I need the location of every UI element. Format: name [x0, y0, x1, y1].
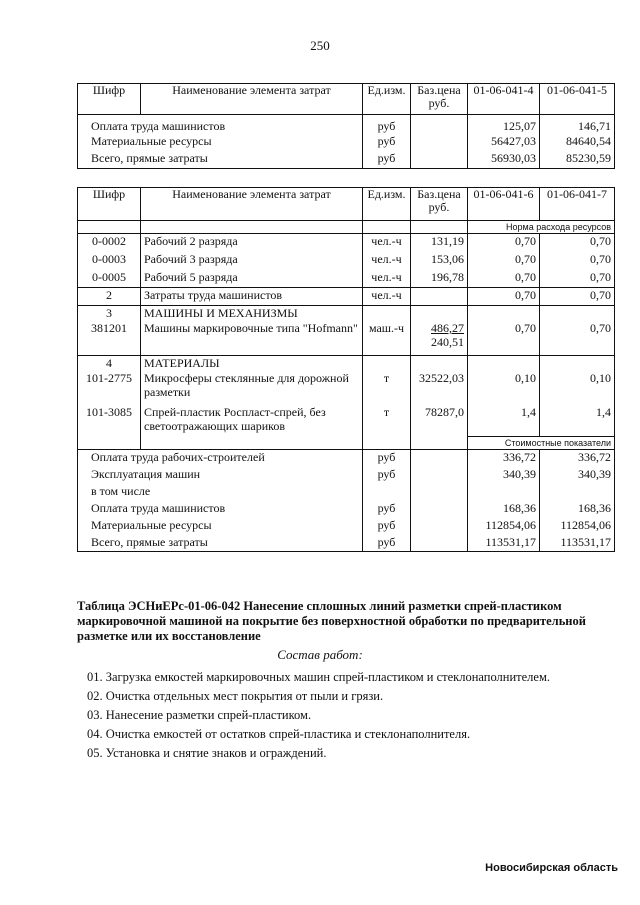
row-value-b: 113531,17 [540, 535, 615, 552]
row-value-b: 85230,59 [540, 151, 615, 168]
row-value-a: 168,36 [468, 501, 540, 518]
table-header [78, 84, 615, 115]
row-unit: чел.-ч [363, 288, 411, 306]
table-row [78, 270, 615, 288]
section-code: 4 [78, 355, 141, 371]
row-unit: руб [363, 501, 411, 518]
row-value-b: 0,70 [540, 288, 615, 306]
row-name: Всего, прямые затраты [78, 151, 363, 168]
list-item: 05. Установка и снятие знаков и ограждений. [87, 746, 327, 760]
section-title: МАТЕРИАЛЫ [141, 355, 363, 371]
row-value-a: 1,4 [468, 405, 540, 437]
row-name: Спрей-пластик Роспласт-спрей, без светоотражающих шариков [141, 405, 363, 437]
section-row [78, 288, 615, 306]
row-value-b: 146,71 [540, 115, 615, 135]
row-name: Рабочий 2 разряда [141, 234, 363, 252]
table-row [78, 501, 615, 518]
row-name: Микросферы стеклянные для дорожной разметки [141, 371, 363, 405]
table-row [78, 234, 615, 252]
row-value-a: 0,70 [468, 234, 540, 252]
row-unit: руб [363, 450, 411, 467]
row-value-b: 0,10 [540, 371, 615, 405]
resource-table-1 [77, 83, 615, 169]
list-item: 02. Очистка отдельных мест покрытия от пыли и грязи. [87, 689, 384, 703]
row-value-b: 84640,54 [540, 134, 615, 151]
row-value-b: 1,4 [540, 405, 615, 437]
row-unit: чел.-ч [363, 234, 411, 252]
row-value-a: 56930,03 [468, 151, 540, 168]
table-row [78, 134, 615, 151]
row-value-a: 0,70 [468, 321, 540, 355]
header-code: Шифр [78, 188, 141, 221]
row-name: Оплата труда машинистов [78, 115, 363, 135]
row-value-a: 0,70 [468, 270, 540, 288]
row-unit: чел.-ч [363, 270, 411, 288]
header-col-b: 01-06-041-5 [540, 84, 615, 115]
norm-label: Норма расхода ресурсов [468, 221, 615, 234]
row-value-b: 168,36 [540, 501, 615, 518]
row-unit: чел.-ч [363, 252, 411, 270]
table-row [78, 405, 615, 437]
section-name: Затраты труда машинистов [141, 288, 363, 306]
page-number: 250 [310, 38, 330, 53]
row-value-b: 0,70 [540, 270, 615, 288]
row-unit: руб [363, 467, 411, 484]
row-value-b: 0,70 [540, 234, 615, 252]
table-row [78, 252, 615, 270]
row-name: Эксплуатация машин [78, 467, 363, 484]
row-value-a: 0,70 [468, 252, 540, 270]
header-base-price: Баз.цена руб. [411, 84, 468, 115]
list-item: 04. Очистка емкостей от остатков спрей-пластика и стеклонаполнителя. [87, 727, 471, 741]
table-row [78, 535, 615, 552]
row-price: 196,78 [411, 270, 468, 288]
composition-title: Состав работ: [277, 647, 363, 662]
row-value-a: 0,10 [468, 371, 540, 405]
row-price: 131,19 [411, 234, 468, 252]
price-top: 486,27 [431, 321, 464, 335]
table-row [78, 371, 615, 405]
row-value-b: 0,70 [540, 321, 615, 355]
table-row [78, 467, 615, 484]
row-code: 101-2775 [78, 371, 141, 405]
price-bottom: 240,51 [431, 335, 464, 349]
row-unit: руб [363, 115, 411, 135]
header-col-a: 01-06-041-4 [468, 84, 540, 115]
row-name: Материальные ресурсы [78, 134, 363, 151]
header-base-price: Баз.цена руб. [411, 188, 468, 221]
row-value-a: 0,70 [468, 288, 540, 306]
row-name: в том числе [78, 484, 363, 501]
table-header [78, 188, 615, 221]
row-value-b: 112854,06 [540, 518, 615, 535]
section-row [78, 355, 615, 371]
table-row [78, 518, 615, 535]
row-price [411, 321, 468, 355]
row-code: 381201 [78, 321, 141, 355]
list-item: 01. Загрузка емкостей маркировочных машин спрей-пластиком и стеклонаполнителем. [87, 670, 551, 684]
table-row [78, 450, 615, 467]
row-code: 101-3085 [78, 405, 141, 437]
row-unit: т [363, 405, 411, 437]
footer-region: Новосибирская область [485, 862, 618, 874]
cost-label: Стоимостные показатели [468, 437, 615, 450]
header-name: Наименование элемента затрат [141, 84, 363, 115]
row-value-a: 113531,17 [468, 535, 540, 552]
row-value-b: 336,72 [540, 450, 615, 467]
row-name: Оплата труда рабочих-строителей [78, 450, 363, 467]
row-name: Оплата труда машинистов [78, 501, 363, 518]
section-title: МАШИНЫ И МЕХАНИЗМЫ [141, 306, 363, 322]
row-value-b: 0,70 [540, 252, 615, 270]
table-row [78, 115, 615, 135]
row-unit: руб [363, 535, 411, 552]
row-unit: руб [363, 518, 411, 535]
header-name: Наименование элемента затрат [141, 188, 363, 221]
row-unit: т [363, 371, 411, 405]
row-value-a: 336,72 [468, 450, 540, 467]
row-code: 0-0003 [78, 252, 141, 270]
table-row [78, 484, 615, 501]
work-list [87, 668, 617, 763]
norm-subheader-row [78, 221, 615, 234]
header-unit: Ед.изм. [363, 188, 411, 221]
row-value-a: 56427,03 [468, 134, 540, 151]
row-value-a: 340,39 [468, 467, 540, 484]
header-col-b: 01-06-041-7 [540, 188, 615, 221]
row-unit: маш.-ч [363, 321, 411, 355]
row-unit: руб [363, 151, 411, 168]
table-caption: Таблица ЭСНиЕРс-01-06-042 Нанесение сплошных линий разметки спрей-пластиком маркировочной машиной на покрытие без поверхностной обработки по предварительной разметке или их восстановление [77, 599, 586, 643]
row-name: Рабочий 3 разряда [141, 252, 363, 270]
header-code: Шифр [78, 84, 141, 115]
row-price: 32522,03 [411, 371, 468, 405]
table-row [78, 151, 615, 168]
section-row [78, 306, 615, 322]
row-name: Материальные ресурсы [78, 518, 363, 535]
row-name: Машины маркировочные типа "Hofmann" [141, 321, 363, 355]
row-price: 78287,0 [411, 405, 468, 437]
row-unit: руб [363, 134, 411, 151]
list-item: 03. Нанесение разметки спрей-пластиком. [87, 708, 312, 722]
section-code: 3 [78, 306, 141, 322]
row-value-b: 340,39 [540, 467, 615, 484]
row-code: 0-0002 [78, 234, 141, 252]
row-name: Рабочий 5 разряда [141, 270, 363, 288]
header-unit: Ед.изм. [363, 84, 411, 115]
header-col-a: 01-06-041-6 [468, 188, 540, 221]
resource-table-2 [77, 187, 615, 552]
cost-subheader-row [78, 437, 615, 450]
row-value-a: 112854,06 [468, 518, 540, 535]
row-name: Всего, прямые затраты [78, 535, 363, 552]
row-code: 0-0005 [78, 270, 141, 288]
row-price: 153,06 [411, 252, 468, 270]
section-code: 2 [78, 288, 141, 306]
table-row [78, 321, 615, 355]
row-value-a: 125,07 [468, 115, 540, 135]
